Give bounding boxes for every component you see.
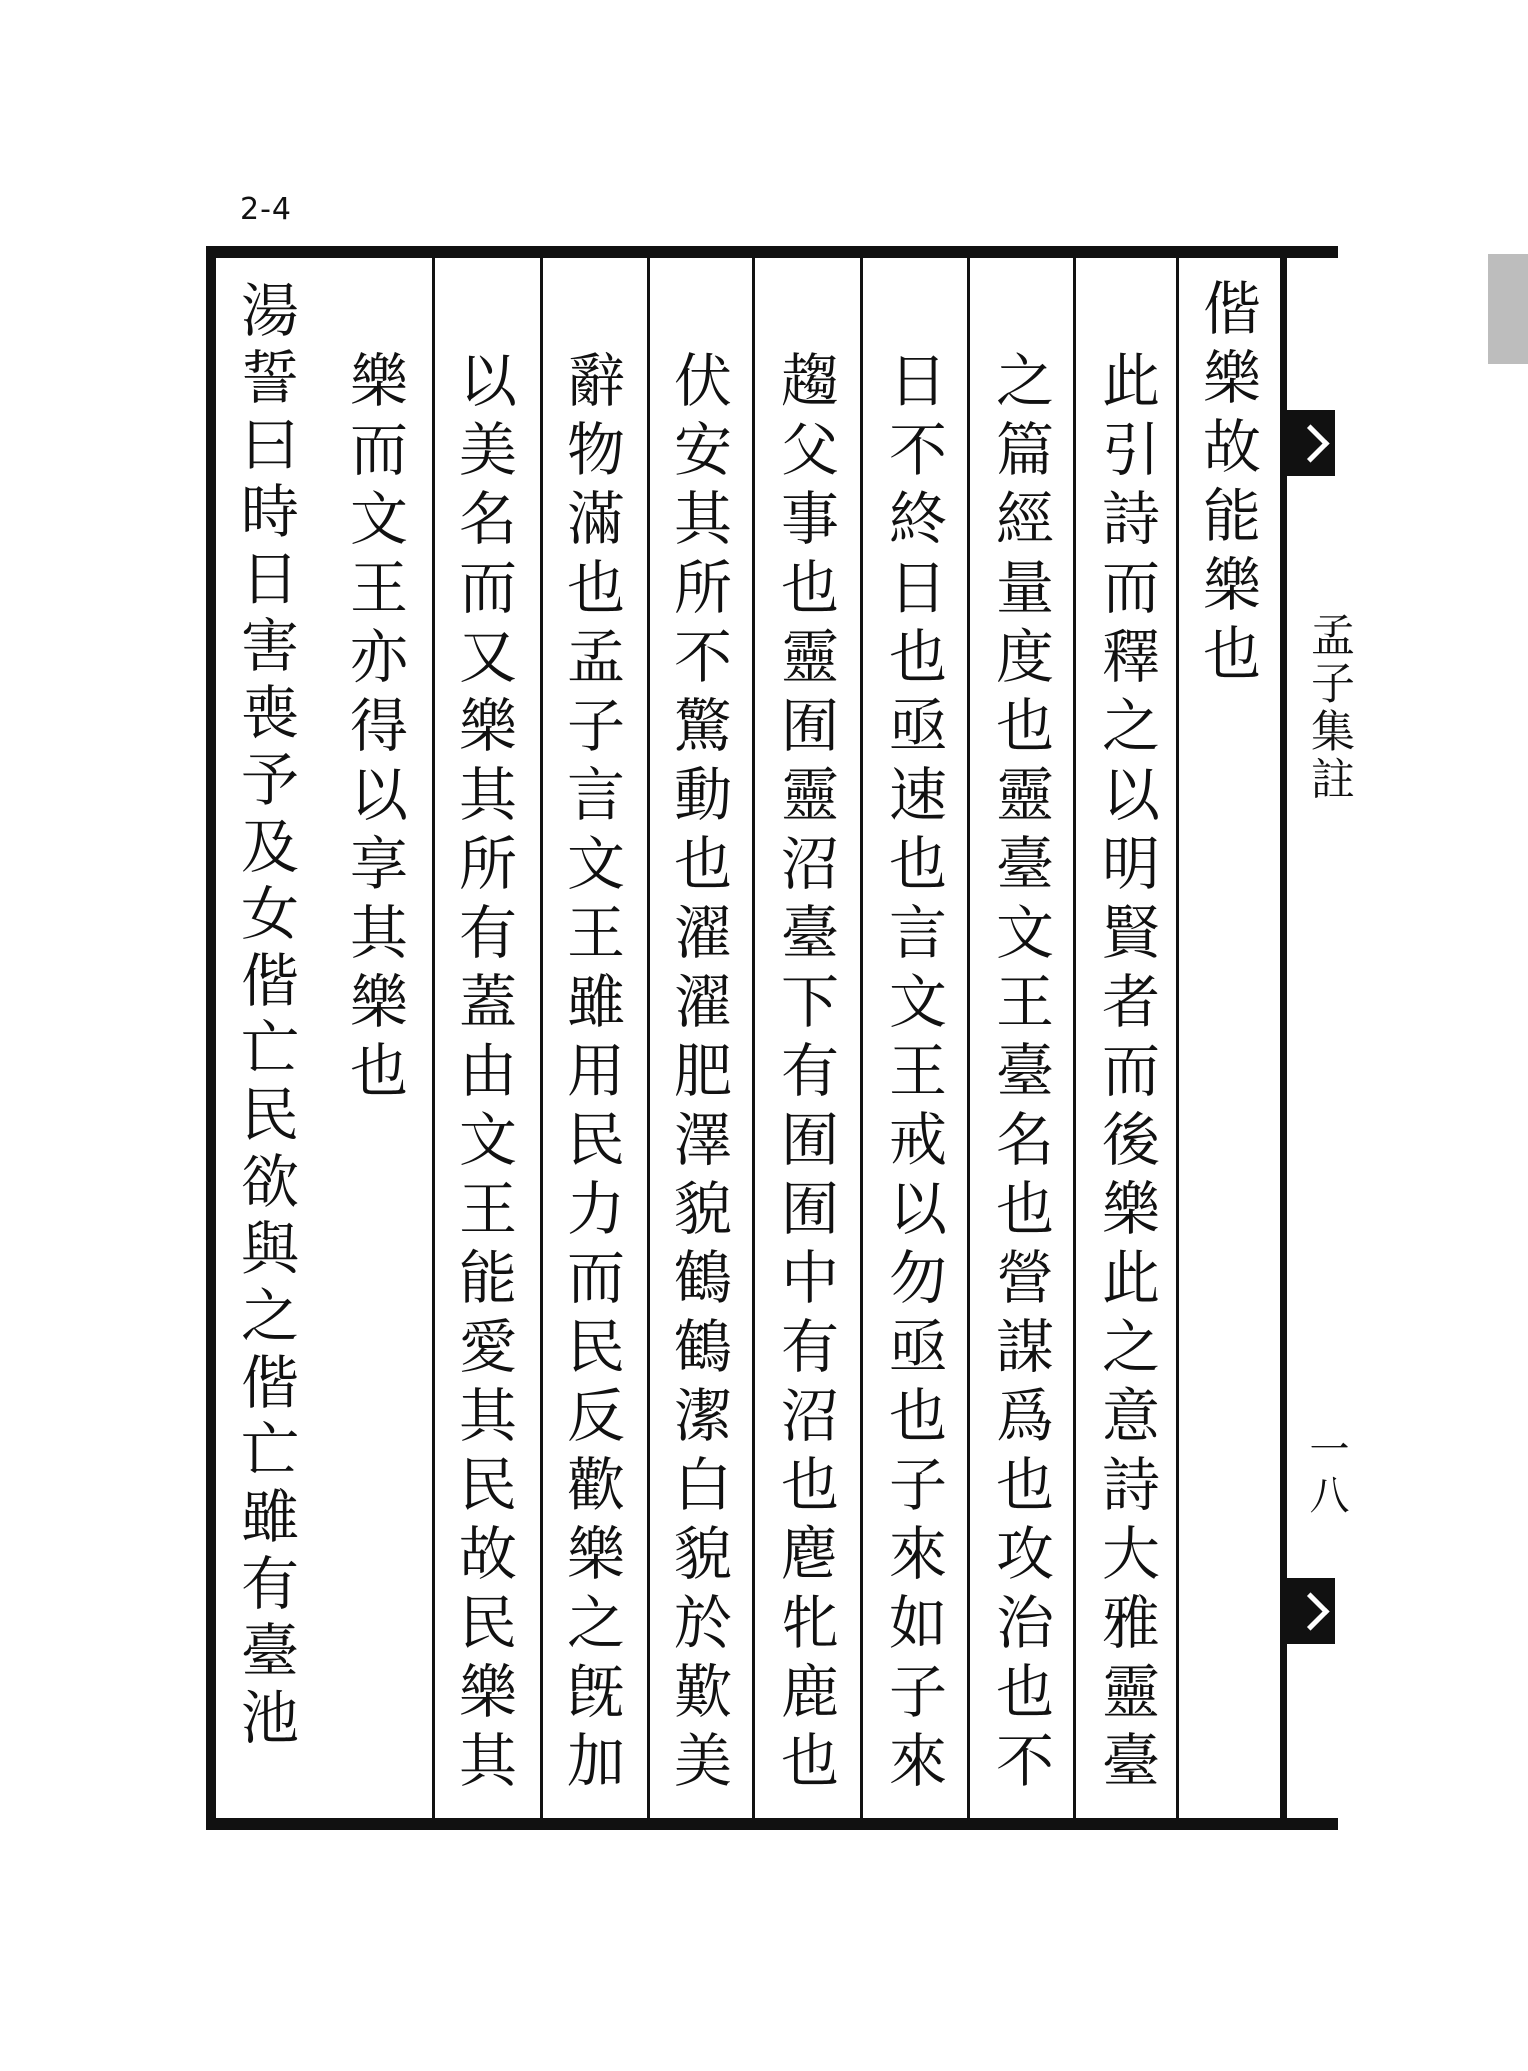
- page-number: 2-4: [240, 192, 292, 227]
- column-text: 之篇經量度也靈臺文王臺名也營謀爲也攻治也不: [986, 350, 1054, 1799]
- column-text: 辭物滿也孟子言文王雖用民力而民反歡樂之旣加: [557, 350, 625, 1799]
- text-column-6: [647, 258, 755, 1818]
- text-column-9: [323, 258, 435, 1818]
- column-text: 偕樂故能樂也: [1193, 278, 1261, 692]
- book-title: 孟子集註: [1303, 612, 1354, 804]
- column-text: 以美名而又樂其所有蓋由文王能愛其民故民樂其: [449, 350, 517, 1799]
- text-column-4: [860, 258, 970, 1818]
- text-column-3: [967, 258, 1076, 1818]
- column-text: 湯誓曰時日害喪予及女偕亡民欲與之偕亡雖有臺池: [231, 280, 299, 1754]
- page-edge-tab: [1488, 254, 1528, 364]
- column-text: 趨父事也靈囿靈沼臺下有囿囿中有沼也麀牝鹿也: [771, 350, 839, 1799]
- text-column-2: [1073, 258, 1179, 1818]
- text-column-7: [540, 258, 650, 1818]
- column-text: 樂而文王亦得以享其樂也: [340, 350, 408, 1109]
- fish-tail-top-icon: [1287, 410, 1335, 476]
- text-column-5: [752, 258, 863, 1818]
- column-text: 日不終日也亟速也言文王戒以勿亟也子來如子來: [879, 350, 947, 1799]
- column-text: 伏安其所不驚動也濯濯肥澤貌鶴鶴潔白貌於歎美: [664, 350, 732, 1799]
- column-text: 此引詩而釋之以明賢者而後樂此之意詩大雅靈臺: [1092, 350, 1160, 1799]
- text-column-10: [216, 258, 323, 1818]
- leaf-number: 一八: [1303, 1428, 1349, 1520]
- fish-tail-bottom-icon: [1287, 1578, 1335, 1644]
- text-column-1: [1176, 258, 1283, 1818]
- text-column-8: [432, 258, 543, 1818]
